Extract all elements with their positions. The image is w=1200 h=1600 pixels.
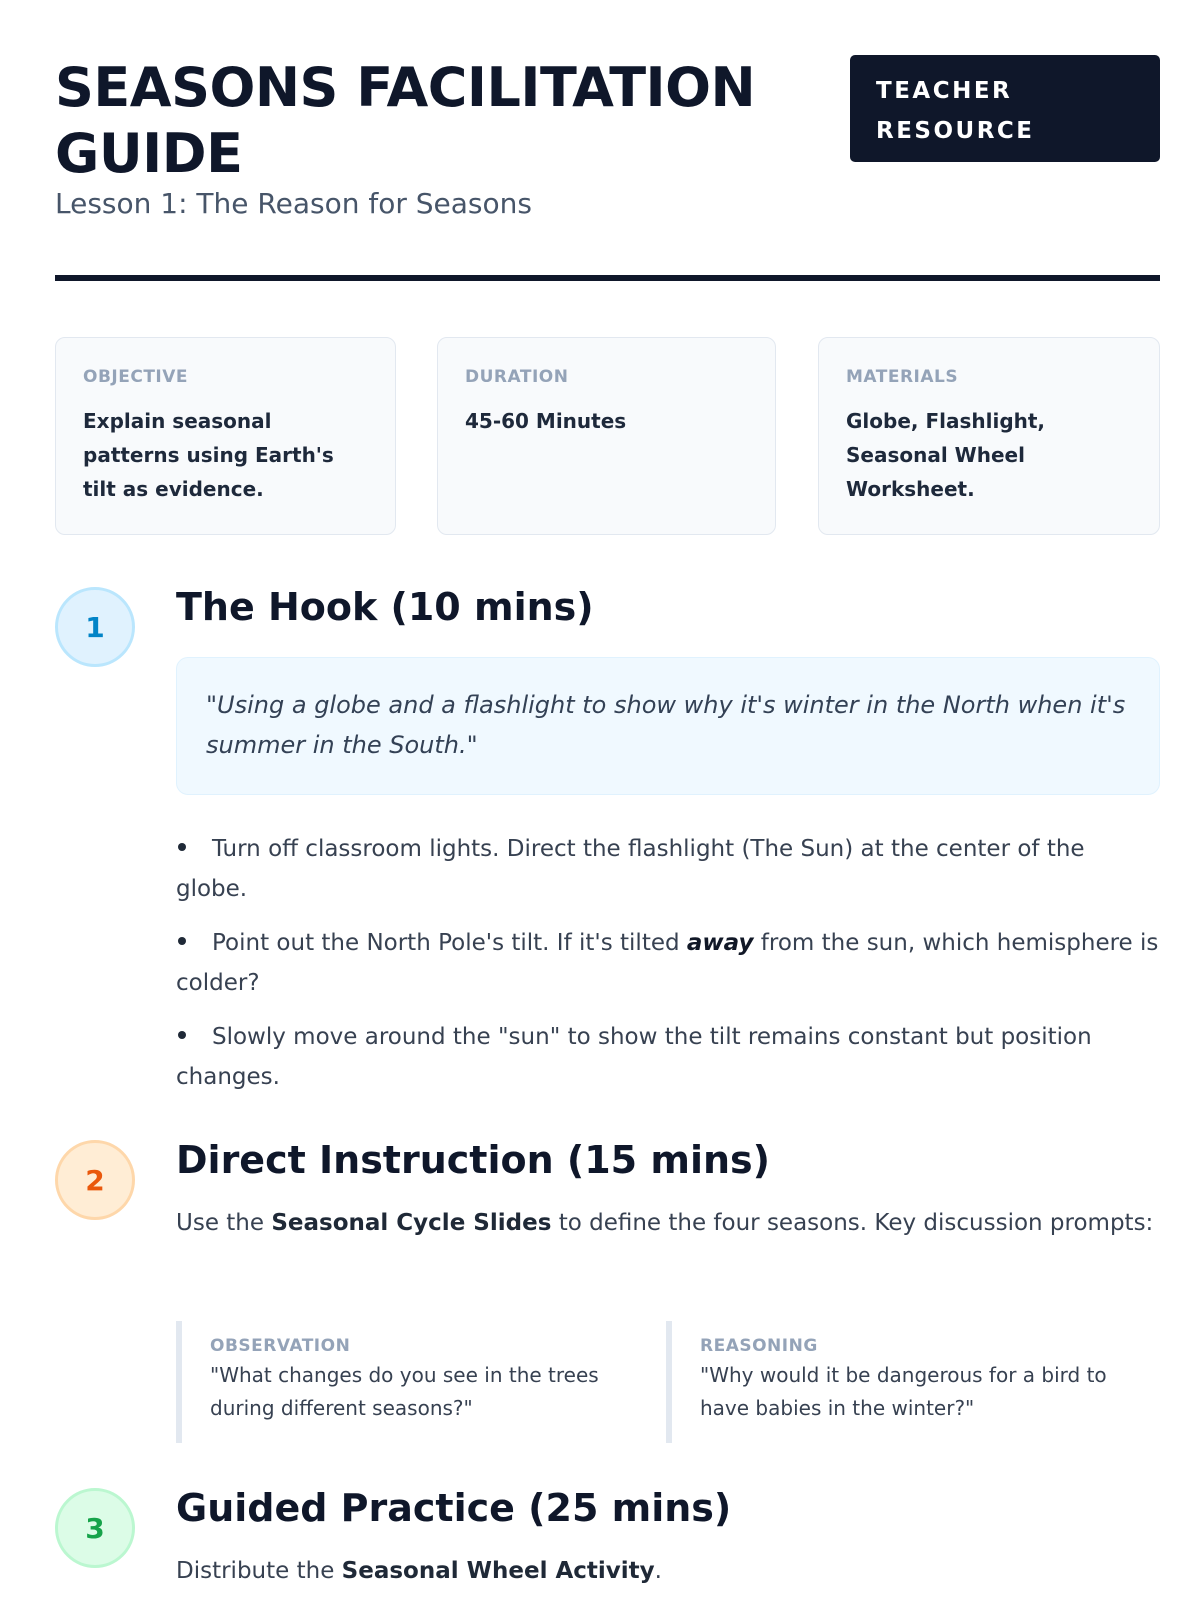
step-number-3: 3 (55, 1488, 135, 1568)
list-item (176, 829, 1160, 909)
bullet-text-after: from the sun, which hemisphere is colder? (176, 930, 1159, 996)
page-title: SEASONS FACILITATION GUIDE (55, 56, 756, 185)
bullet-dot-icon (178, 843, 186, 851)
objective-card (55, 337, 396, 535)
list-item (176, 923, 1160, 1003)
duration-card (437, 337, 776, 535)
bullet-emphasis: away (686, 930, 754, 956)
discussion-prompts (176, 1321, 1160, 1443)
direct-instruction-intro (176, 1203, 1160, 1243)
duration-label: DURATION (465, 367, 569, 387)
objective-label: OBJECTIVE (83, 367, 189, 387)
materials-card (818, 337, 1160, 535)
reasoning-label: REASONING (700, 1336, 818, 1356)
bullet-text: Slowly move around the "sun" to show the tilt remains constant but position changes. (176, 1024, 1092, 1090)
observation-text: "What changes do you see in the trees during different seasons?" (210, 1363, 599, 1420)
intro-text-before: Distribute the (176, 1558, 342, 1584)
duration-text: 45-60 Minutes (465, 409, 627, 433)
observation-prompt (176, 1321, 666, 1443)
materials-text: Globe, Flashlight, Seasonal Wheel Worksheet. (846, 409, 1046, 501)
hook-bullet-list (176, 829, 1160, 1111)
bullet-text-before: Point out the North Pole's tilt. If it's tilted (212, 930, 687, 956)
guided-practice-intro (176, 1551, 1160, 1591)
intro-text-after: . (654, 1558, 662, 1584)
observation-label: OBSERVATION (210, 1336, 351, 1356)
reasoning-text: "Why would it be dangerous for a bird to have babies in the winter?" (700, 1363, 1107, 1420)
bullet-dot-icon (178, 1031, 186, 1039)
section-title-hook: The Hook (10 mins) (176, 585, 594, 629)
intro-text-before: Use the (176, 1210, 272, 1236)
lesson-subtitle: Lesson 1: The Reason for Seasons (55, 187, 532, 220)
guided-practice-body (176, 1551, 1160, 1596)
section-guided-practice (55, 1488, 1160, 1600)
section-title-direct-instruction: Direct Instruction (15 mins) (176, 1138, 771, 1182)
hook-body (176, 657, 1160, 1090)
intro-strong: Seasonal Cycle Slides (271, 1210, 552, 1236)
hook-quote: "Using a globe and a flashlight to show why it's winter in the North when it's summer in the South." (176, 657, 1160, 795)
facilitation-guide-page (55, 0, 1160, 1600)
step-number-1: 1 (55, 587, 135, 667)
header-divider (55, 275, 1160, 281)
section-direct-instruction (55, 1140, 1160, 1440)
objective-text: Explain seasonal patterns using Earth's tilt as evidence. (83, 409, 334, 501)
materials-label: MATERIALS (846, 367, 959, 387)
section-hook (55, 585, 1160, 1090)
bullet-text: Turn off classroom lights. Direct the flashlight (The Sun) at the center of the globe. (176, 836, 1085, 902)
teacher-resource-badge: TEACHER RESOURCE (850, 55, 1160, 162)
page-header (55, 55, 1160, 235)
intro-text-after: to define the four seasons. Key discussion prompts: (551, 1210, 1154, 1236)
list-item (176, 1017, 1160, 1097)
reasoning-prompt (666, 1321, 1160, 1443)
section-title-guided-practice: Guided Practice (25 mins) (176, 1486, 732, 1530)
lesson-info-cards (55, 337, 1160, 535)
bullet-dot-icon (178, 937, 186, 945)
step-number-2: 2 (55, 1140, 135, 1220)
direct-instruction-body (176, 1203, 1160, 1443)
intro-strong: Seasonal Wheel Activity (341, 1558, 655, 1584)
